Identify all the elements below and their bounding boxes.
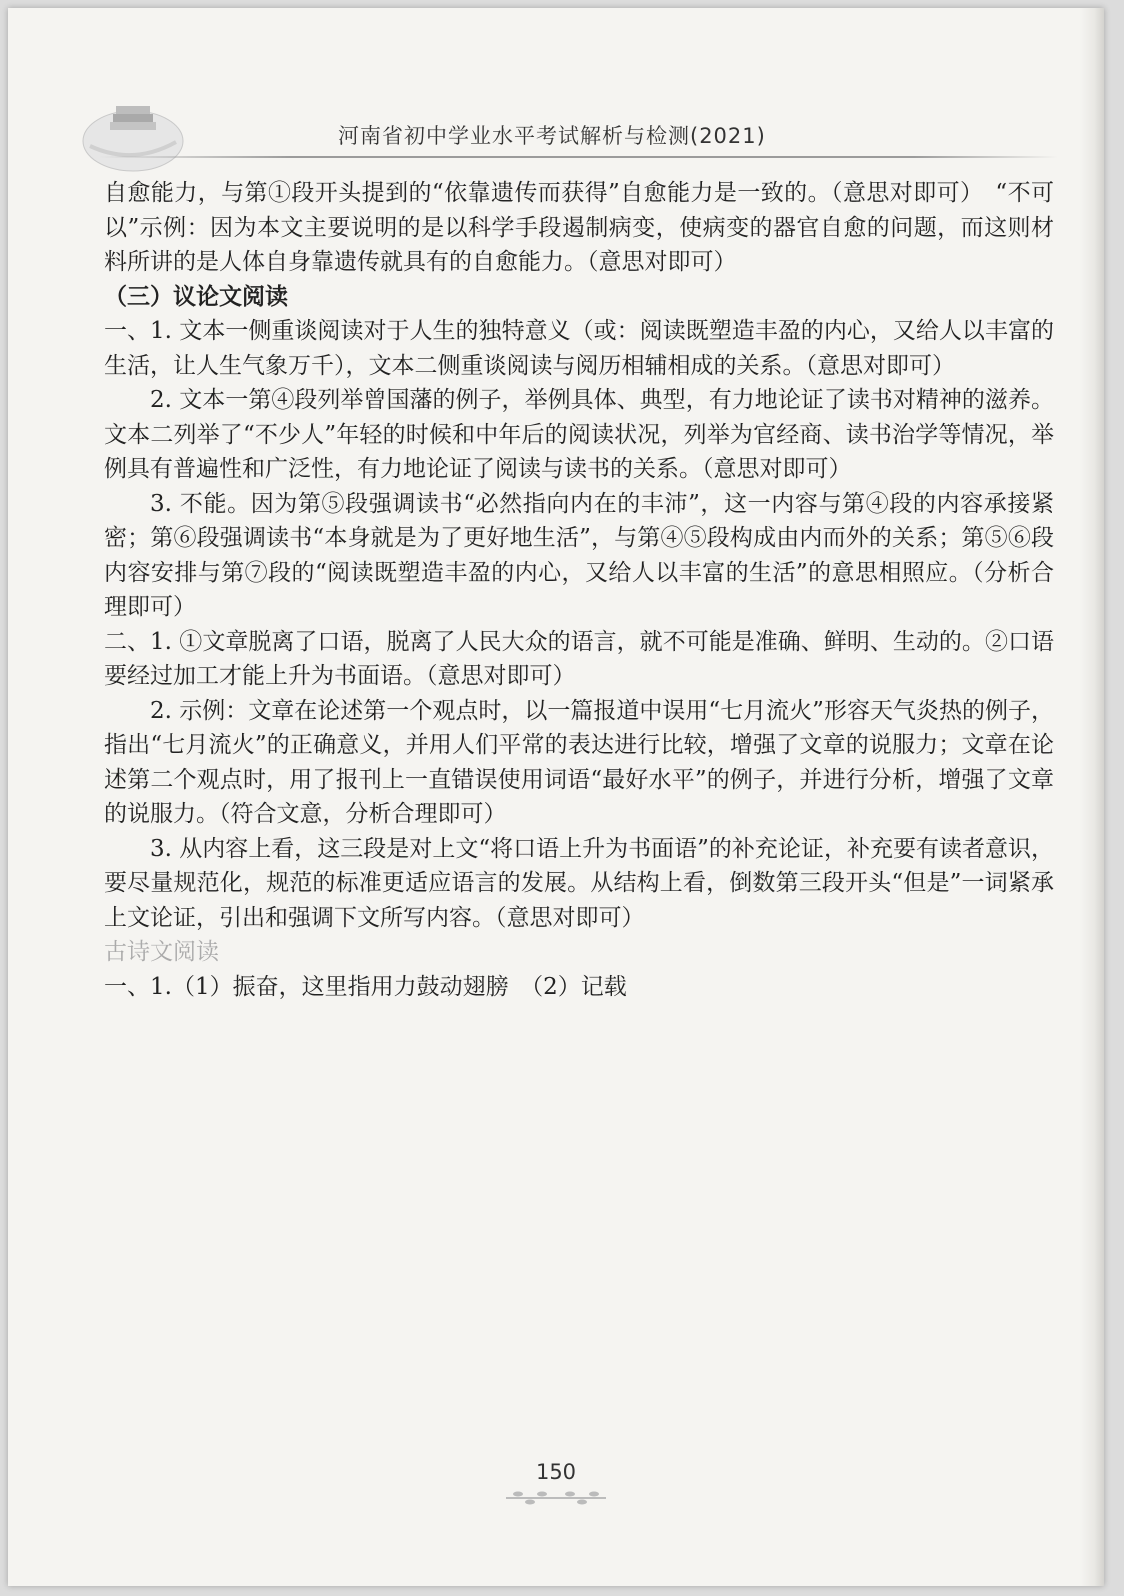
answer-item: 3. 不能。因为第⑤段强调读书“必然指向内在的丰沛”，这一内容与第④段的内容承接紧密；第⑥段强调读书“本身就是为了更好地生活”，与第④⑤段构成由内而外的关系；第⑤⑥段内容安排与第⑦段的“阅读既塑造丰盈的内心，又给人以丰富的生活”的意思相照应。（分析合理即可）	[104, 490, 1054, 620]
header-divider	[98, 156, 1058, 158]
book-logo-icon	[78, 96, 188, 176]
answer-item: 2. 示例：文章在论述第一个观点时，以一篇报道中误用“七月流火”形容天气炎热的例子，指出“七月流火”的正确意义，并用人们平常的表达进行比较，增强了文章的说服力；文章在论述第二个观点时，用了报刊上一直错误使用词语“最好水平”的例子，并进行分析，增强了文章的说服力。（符合文意，分析合理即可）	[104, 697, 1054, 827]
page-number: 150	[535, 1460, 577, 1484]
leaf-ornament-icon	[496, 1486, 616, 1510]
paragraph: 自愈能力，与第①段开头提到的“依靠遗传而获得”自愈能力是一致的。（意思对即可） “不可以”示例：因为本文主要说明的是以科学手段遏制病变，使病变的器官自愈的问题，而这则材料所讲的是人体自身靠遗传就具有的自愈能力。（意思对即可）	[104, 180, 1054, 275]
page	[8, 8, 1104, 1586]
answer-item: 2. 文本一第④段列举曾国藩的例子，举例具体、典型，有力地论证了读书对精神的滋养。文本二列举了“不少人”年轻的时候和中年后的阅读状况，列举为官经商、读书治学等情况，举例具有普遍性和广泛性，有力地论证了阅读与读书的关系。（意思对即可）	[104, 387, 1054, 482]
page-header	[8, 104, 1104, 164]
section-subhead: 古诗文阅读	[104, 939, 219, 965]
answer-item: 一、1.（1）振奋，这里指用力鼓动翅膀 （2）记载	[104, 973, 627, 1000]
torn-edge	[1080, 8, 1104, 1586]
header-title: 河南省初中学业水平考试解析与检测(2021)	[338, 124, 766, 148]
answer-item: 一、1. 文本一侧重谈阅读对于人生的独特意义（或：阅读既塑造丰盈的内心，又给人以丰富的生活，让人生气象万千），文本二侧重谈阅读与阅历相辅相成的关系。（意思对即可）	[104, 318, 1054, 379]
section-title: （三）议论文阅读	[104, 282, 288, 310]
answer-item: 3. 从内容上看，这三段是对上文“将口语上升为书面语”的补充论证，补充要有读者意识，要尽量规范化，规范的标准更适应语言的发展。从结构上看，倒数第三段开头“但是”一词紧承上文论证，引出和强调下文所写内容。（意思对即可）	[104, 835, 1054, 931]
page-footer	[8, 1460, 1104, 1510]
answer-item: 二、1. ①文章脱离了口语，脱离了人民大众的语言，就不可能是准确、鲜明、生动的。②口语要经过加工才能上升为书面语。（意思对即可）	[104, 628, 1054, 689]
answer-content	[104, 176, 1054, 1004]
